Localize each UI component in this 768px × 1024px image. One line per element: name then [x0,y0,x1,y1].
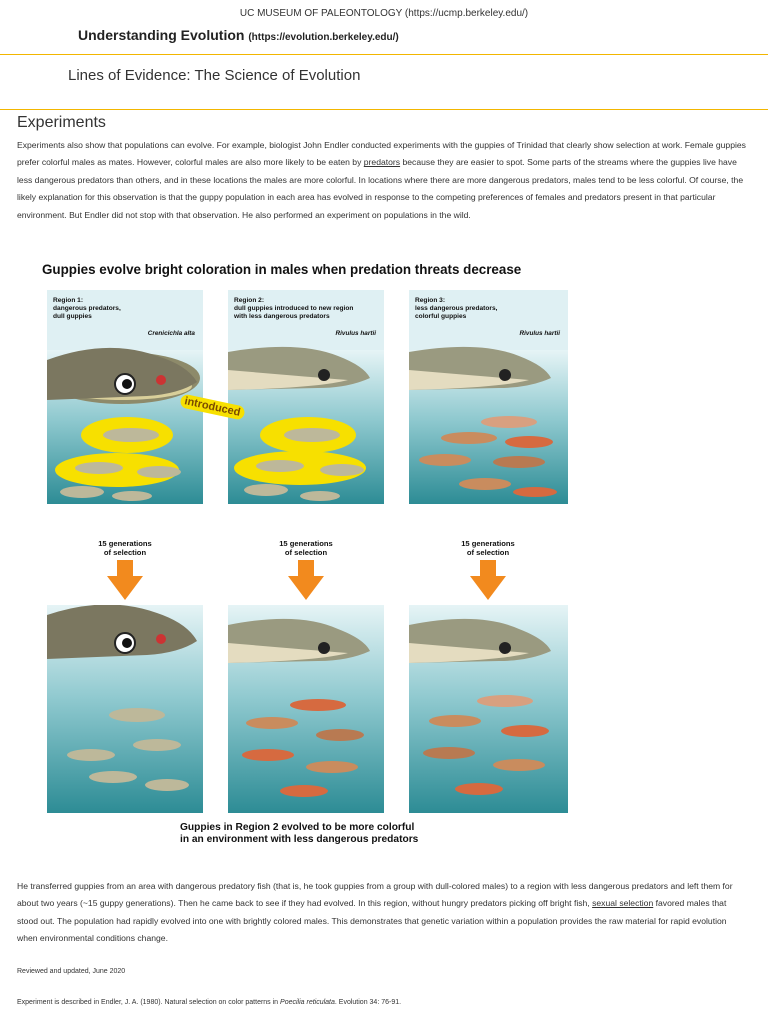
section-title: Experiments [17,114,106,131]
region-3-before-panel [409,290,568,504]
region-3-label: Region 3: less dangerous predators, colorful guppies [415,297,498,320]
figure-caption: Guppies in Region 2 evolved to be more colorful in an environment with less dangerous predators [180,822,419,845]
reference-note: Experiment is described in Endler, J. A. (1980). Natural selection on color patterns in Poecilia reticulata. Evolution 34: 76-91. [17,999,402,1006]
site-title-link[interactable] [78,27,399,43]
region-3-after-panel [409,605,568,813]
page-subtitle: Lines of Evidence: The Science of Evolution [68,67,361,84]
region-3-species: Rivulus hartii [519,330,560,337]
intro-paragraph: Experiments also show that populations can evolve. For example, biologist John Endler conducted experiments with the guppies of Trinidad that clearly show selection at work. Female guppies prefer colorful males as mates. However, colorful males are also more likely to be eaten by predators because they are easier to spot. Some parts of the streams where the guppies live have less dangerous predators than others, and in these locations the males are more colorful. In locations where there are more dangerous predators, males tend to be less colorful. Of course, the likely explanation for this observation is that the guppy population in each area has evolved in response to the competing preferences of females and predators present in that particular environment. But Endler did not stop with that observation. He also performed an experiment on populations in the wild. [17,140,746,220]
museum-header-link[interactable]: UC MUSEUM OF PALEONTOLOGY (https://ucmp.berkeley.edu/) [239,8,529,19]
arrow-down-icon [288,560,324,600]
introduced-label: introduced [179,393,245,420]
sexual-selection-link[interactable]: sexual selection [592,898,654,909]
site-url-text: (https://evolution.berkeley.edu/) [248,32,399,43]
guppy-experiment-figure [42,288,570,818]
region-1-label: Region 1: dangerous predators, dull guppies [53,297,121,320]
site-title-text: Understanding Evolution [78,27,245,43]
region-1-before-panel [47,290,203,504]
figure-title: Guppies evolve bright coloration in males when predation threats decrease [42,262,522,277]
arrow-down-icon [470,560,506,600]
region-3-generations: 15 generations of selection [461,539,515,557]
predators-link[interactable]: predators [363,157,401,168]
reviewed-note: Reviewed and updated, June 2020 [17,968,126,975]
region-1-after-panel [47,605,203,813]
region-2-label: Region 2: dull guppies introduced to new region with less dangerous predators [234,297,354,320]
region-2-species: Rivulus hartii [335,330,376,337]
subtitle-rule [0,109,768,110]
region-2-generations: 15 generations of selection [279,539,333,557]
region-1-generations: 15 generations of selection [98,539,152,557]
region-2-before-panel [228,290,384,504]
region-1-species: Crenicichla alta [147,330,195,337]
arrow-down-icon [107,560,143,600]
header-rule [0,54,768,55]
region-2-after-panel [228,605,384,813]
experiment-paragraph: He transferred guppies from an area with dangerous predatory fish (that is, he took guppies from a group with dull-colored males) to a region with less dangerous predators and left them for about two years (~15 guppy generations). Then he came back to see if they had evolved. In this region, without hungry predators picking off bright fish, sexual selection favored males that stood out. The population had rapidly evolved into one with brightly colored males. This demonstrates that genetic variation within a population provides the raw material for rapid evolution when environmental conditions change. [17,881,733,944]
